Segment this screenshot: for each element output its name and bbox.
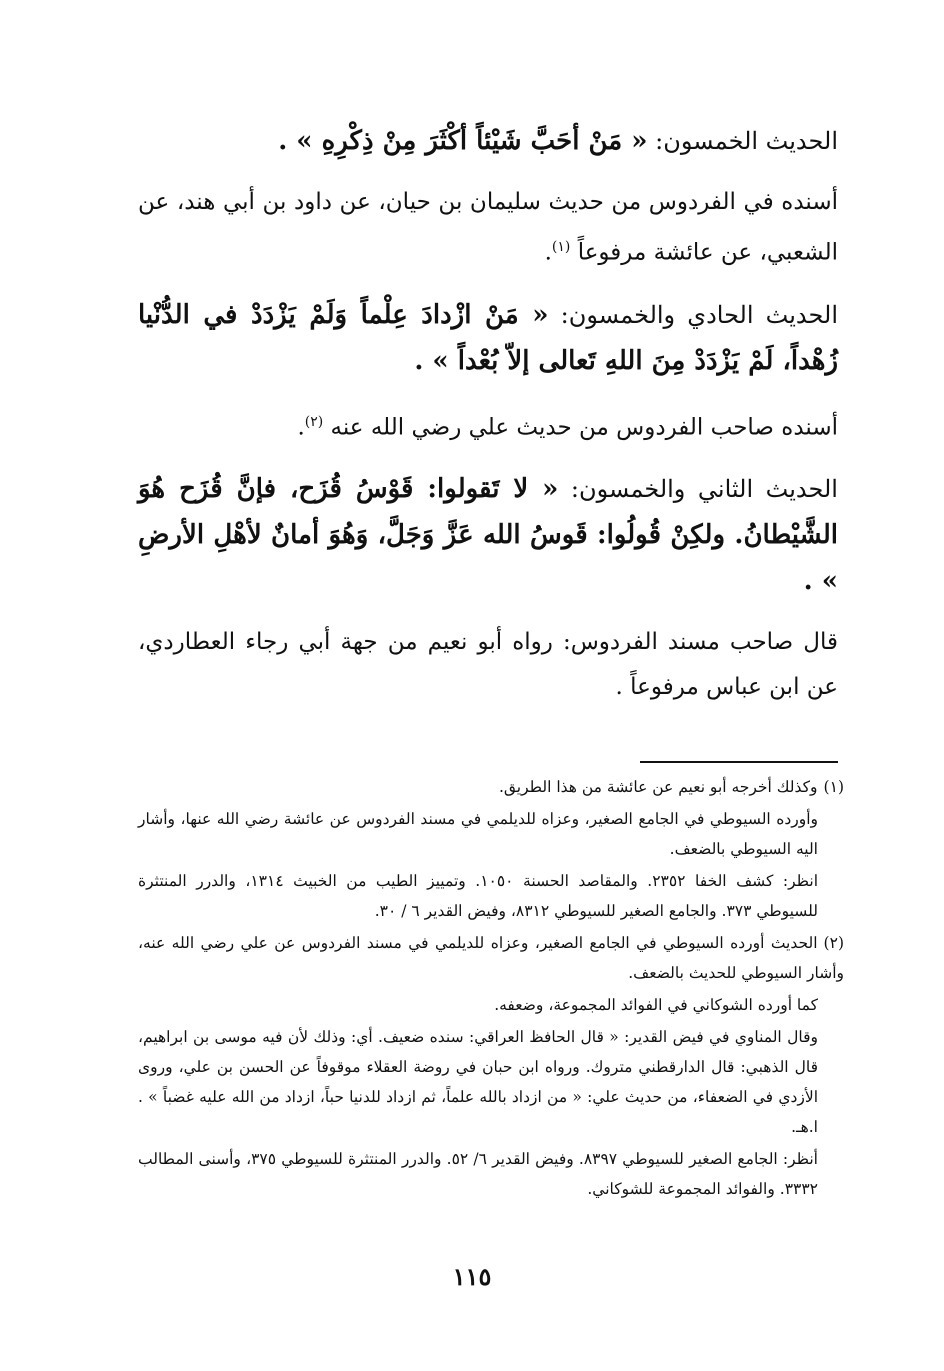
footnote-1-number: (١) [823, 778, 844, 796]
hadith-51-lead: الحديث الحادي والخمسون: [548, 300, 838, 329]
footnote-2-c: وقال المناوي في فيض القدير: « قال الحافظ العراقي: سنده ضعيف. أي: وذلك لأن فيه موسى بن ابراهيم، قال الذهبي: قال الدارقطني متروك. ورواه ابن حبان في روضة العقلاء موقوفاً عن الحسن بن علي، وروى الأزدي في الضعفاء، من حديث علي: « من ازداد بالله علماً، ثم ازداد للدنيا حباً، ازداد من الله عليه غضباً » . ا.هـ. [138, 1028, 818, 1136]
hadith-51 [138, 292, 838, 384]
isnad-52: قال صاحب مسند الفردوس: رواه أبو نعيم من جهة أبي رجاء العطاردي، عن ابن عباس مرفوعاً . [138, 629, 838, 701]
isnad-50 [138, 180, 838, 276]
footnote-1-c: انظر: كشف الخفا ٢٣٥٢. والمقاصد الحسنة ١٠٥٠. وتمييز الطيب من الخبيث ١٣١٤، والدرر المنتثرة للسيوطي ٣٧٣. والجامع الصغير للسيوطي ٨٣١٢، وفيض القدير ٦ / ٣٠. [138, 872, 819, 920]
footnote-ref-2[interactable]: (٢) [304, 413, 324, 430]
footnote-2-line-a: الحديث أورده السيوطي في الجامع الصغير، وعزاه للديلمي في مسند الفردوس عن علي رضي الله عنه، وأشار السيوطي للحديث بالضعف. [138, 934, 844, 982]
hadith-52-lead: الحديث الثاني والخمسون: [558, 475, 838, 504]
footnote-ref-1[interactable]: (١) [551, 239, 571, 255]
footnotes [138, 772, 844, 1206]
footnote-2 [138, 928, 844, 988]
footnote-1 [138, 772, 844, 802]
footnote-2-d: أنظر: الجامع الصغير للسيوطي ٨٣٩٧. وفيض القدير ٦/ ٥٢. والدرر المنتثرة للسيوطي ٣٧٥، وأسنى المطالب ٣٣٣٢. والفوائد المجموعة للشوكاني. [138, 1150, 818, 1198]
footnote-divider [640, 761, 838, 763]
footnote-1-b: وأورده السيوطي في الجامع الصغير، وعزاه للديلمي في مسند الفردوس عن عائشة رضي الله عنها، وأشار اليه السيوطي بالضعف. [138, 810, 818, 858]
hadith-51-text: « مَنْ ازْدادَ عِلْماً وَلَمْ يَزْدَدْ في الدُّنْيا زُهْداً، لَمْ يَزْدَدْ مِنَ اللهِ تَعالى إلاّ بُعْداً » . [138, 299, 838, 376]
isnad-51-text: أسنده صاحب الفردوس من حديث علي رضي الله عنه [330, 414, 838, 441]
footnote-2-number: (٢) [823, 934, 844, 952]
isnad-50-text: أسنده في الفردوس من حديث سليمان بن حيان، عن داود بن أبي هند، عن الشعبي، عن عائشة مرفوعاً [138, 189, 838, 266]
hadith-50-lead: الحديث الخمسون: [647, 127, 838, 155]
hadith-52-text: « لا تَقولوا: قَوْسُ قُزَح، فإنَّ قُزَح هُوَ الشَّيْطانُ. ولكِنْ قُولُوا: قَوسُ الله عَزَّ وَجَلَّ، وَهُوَ أمانٌ لأهْلِ الأرضِ » . [138, 474, 838, 597]
isnad-50-end: . [544, 239, 552, 266]
footnote-2-b: كما أورده الشوكاني في الفوائد المجموعة، وضعفه. [494, 996, 818, 1014]
hadith-50 [138, 118, 838, 164]
footnote-1-line-a: وكذلك أخرجه أبو نعيم عن عائشة من هذا الطريق. [498, 778, 818, 796]
main-text [138, 118, 838, 726]
isnad-51 [138, 400, 838, 451]
isnad-51-end: . [297, 414, 305, 441]
hadith-50-text: « مَنْ أحَبَّ شَيْئاً أكْثَرَ مِنْ ذِكْرِهِ » . [278, 126, 648, 156]
hadith-52 [138, 466, 838, 604]
page-number: ١١٥ [452, 1262, 492, 1291]
